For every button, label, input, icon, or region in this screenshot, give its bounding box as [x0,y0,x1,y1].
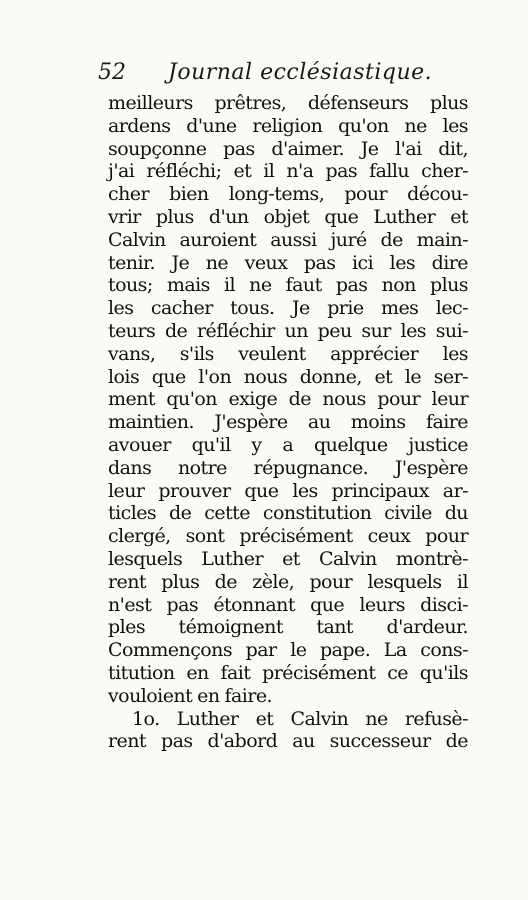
text-line: vrir plus d'un objet que Luther et [108,205,468,228]
page-number: 52 [98,60,126,85]
text-line: lesquels Luther et Calvin montrè- [108,547,468,570]
text-line: titution en fait précisément ce qu'ils [108,661,468,684]
text-line: tous; mais il ne faut pas non plus [108,274,468,297]
text-line: leur prouver que les principaux ar- [108,479,468,502]
text-line: avouer qu'il y a quelque justice [108,433,468,456]
text-line: cher bien long-tems, pour décou- [108,183,468,206]
text-line: 1o. Luther et Calvin ne refusè- [132,707,468,730]
text-line: Calvin auroient aussi juré de main- [108,228,468,251]
text-line: vouloient en faire. [108,684,273,707]
text-line: soupçonne pas d'aimer. Je l'ai dit, [108,137,468,160]
text-line: n'est pas étonnant que leurs disci- [108,593,468,616]
text-line: ment qu'on exige de nous pour leur [108,388,468,411]
text-line: dans notre répugnance. J'espère [108,456,468,479]
text-line: rent pas d'abord au successeur de [108,730,468,753]
text-line: rent plus de zèle, pour lesquels il [108,570,468,593]
text-line: clergé, sont précisément ceux pour [108,525,468,548]
running-title: Journal ecclésiastique. [168,60,433,85]
text-line: teurs de réfléchir un peu sur les sui- [108,319,468,342]
text-line: ticles de cette constitution civile du [108,502,468,525]
text-line: tenir. Je ne veux pas ici les dire [108,251,468,274]
text-line: maintien. J'espère au moins faire [108,411,468,434]
page-header [98,58,458,90]
text-line: Commençons par le pape. La cons- [108,639,468,662]
text-line: vans, s'ils veulent apprécier les [108,342,468,365]
text-line: les cacher tous. Je prie mes lec- [108,297,468,320]
text-line: lois que l'on nous donne, et le ser- [108,365,468,388]
text-line: ples témoignent tant d'ardeur. [108,616,468,639]
text-line: j'ai réfléchi; et il n'a pas fallu cher- [108,160,468,183]
text-line: ardens d'une religion qu'on ne les [108,114,468,137]
text-line: meilleurs prêtres, défenseurs plus [108,92,468,114]
body-text [108,92,468,753]
